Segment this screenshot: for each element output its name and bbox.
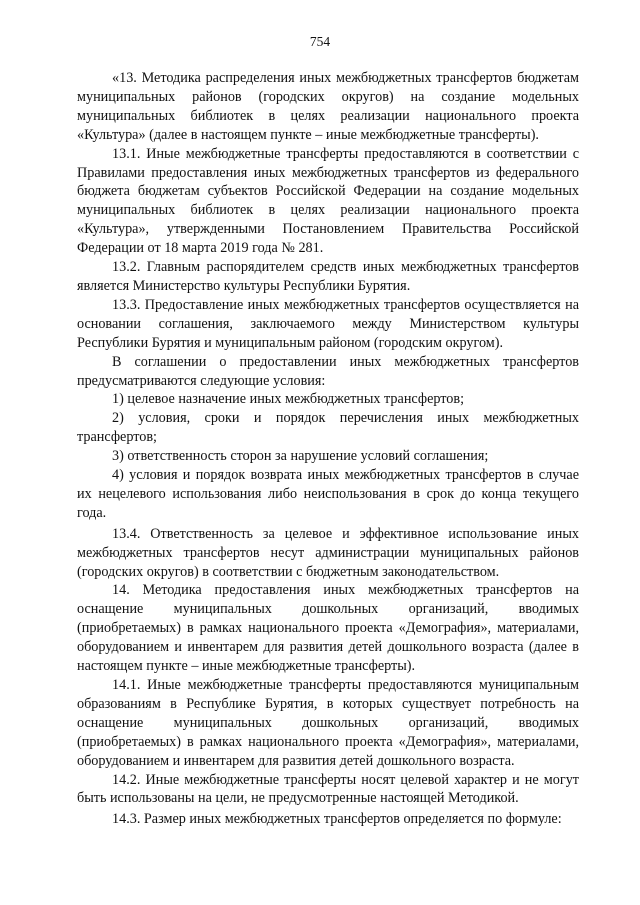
paragraph-14-1: 14.1. Иные межбюджетные трансферты предоставляются муниципальным образованиям в Республике Бурятия, в которых существует потребность на оснащение муниципальных дошкольных организаций, вводимых (приобретаемых) в рамках национального проекта «Демография», материалами, оборудованием и инвентарем для развития детей дошкольного возраста. [77, 677, 579, 769]
paragraph-13-3: 13.3. Предоставление иных межбюджетных трансфертов осуществляется на основании соглашения, заключаемого между Министерством культуры Республики Бурятия и муниципальным районом (городским округом). [77, 296, 579, 351]
list-item-condition-3: 3) ответственность сторон за нарушение условий соглашения; [112, 448, 489, 465]
paragraph-13-intro: «13. Методика распределения иных межбюджетных трансфертов бюджетам муниципальных районов (городских округов) на создание модельных муниципальных библиотек в целях реализации национального проекта «Культура» (далее в настоящем пункте – иные межбюджетные трансферты). [77, 70, 579, 143]
list-item-condition-4: 4) условия и порядок возврата иных межбюджетных трансфертов в случае их нецелевого использования либо неиспользования в срок до конца текущего года. [77, 467, 579, 521]
paragraph-13-2: 13.2. Главным распорядителем средств иных межбюджетных трансфертов является Министерство культуры Республики Бурятия. [77, 259, 579, 294]
document-body [77, 69, 579, 829]
paragraph-13-4: 13.4. Ответственность за целевое и эффективное использование иных межбюджетных трансфертов несут администрации муниципальных районов (городских округов) в соответствии с бюджетным законодательством. [77, 525, 579, 580]
paragraph-14-2: 14.2. Иные межбюджетные трансферты носят целевой характер и не могут быть использованы на цели, не предусмотренные настоящей Методикой. [77, 771, 579, 807]
page-number: 754 [309, 34, 331, 49]
list-item-condition-1: 1) целевое назначение иных межбюджетных трансфертов; [112, 391, 465, 408]
paragraph-13-1: 13.1. Иные межбюджетные трансферты предоставляются в соответствии с Правилами предоставления иных межбюджетных трансфертов из федерального бюджета бюджетам субъектов Российской Федерации на создание модельных муниципальных библиотек в целях реализации национального проекта «Культура», утвержденными Постановлением Правительства Российской Федерации от 18 марта 2019 года № 281. [77, 145, 579, 257]
list-item-condition-2: 2) условия, сроки и порядок перечисления иных межбюджетных трансфертов; [77, 410, 579, 446]
paragraph-14-3: 14.3. Размер иных межбюджетных трансфертов определяется по формуле: [112, 811, 562, 828]
paragraph-agreement-conditions: В соглашении о предоставлении иных межбюджетных трансфертов предусматриваются следующие условия: [77, 353, 579, 389]
paragraph-14-intro: 14. Методика предоставления иных межбюджетных трансфертов на оснащение муниципальных дошкольных организаций, вводимых (приобретаемых) в рамках национального проекта «Демография», материалами, оборудованием и инвентарем для развития детей дошкольного возраста (далее в настоящем пункте – иные межбюджетные трансферты). [77, 582, 579, 675]
